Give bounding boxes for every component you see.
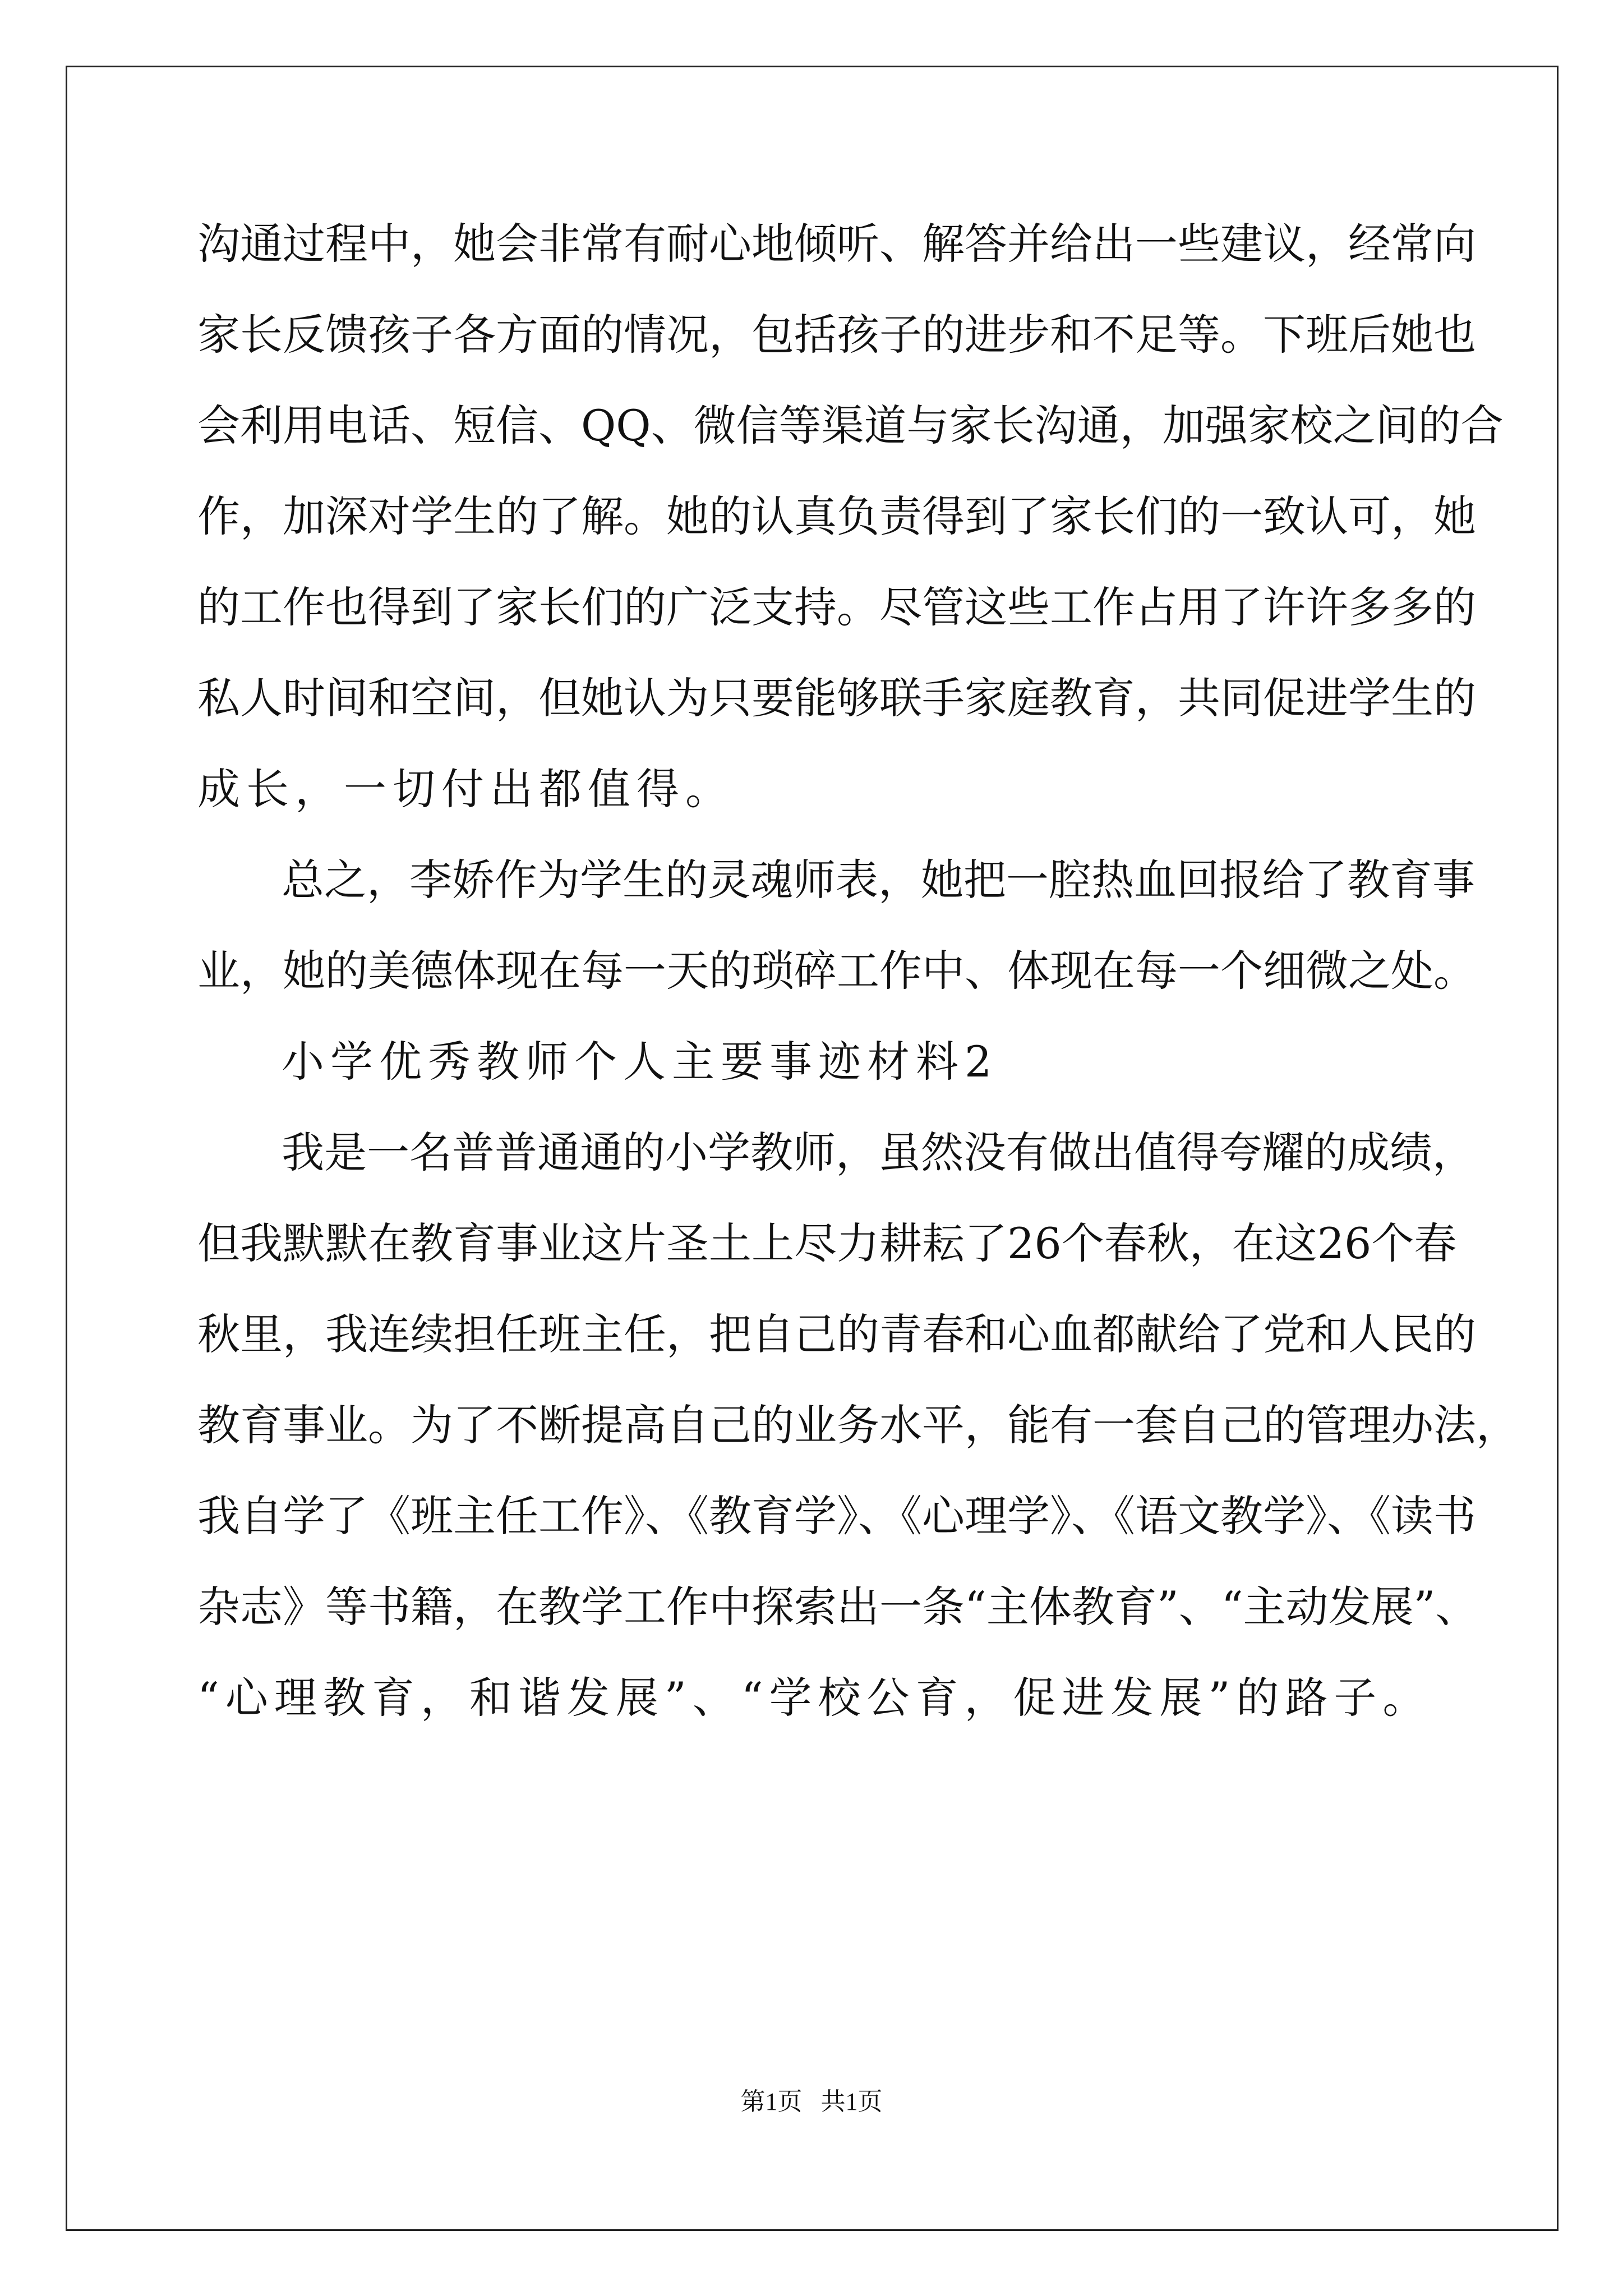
text-line: 杂志》等书籍，在教学工作中探索出一条“主体教育”、“主动发展”、	[197, 1582, 1478, 1632]
text-line: 会利用电话、短信、QQ、微信等渠道与家长沟通，加强家校之间的合	[197, 401, 1504, 450]
text-line: 作，加深对学生的了解。她的认真负责得到了家长们的一致认可，她	[197, 491, 1476, 541]
section-heading: 小学优秀教师个人主要事迹材料2	[282, 1037, 998, 1087]
text-line: 秋里，我连续担任班主任，把自己的青春和心血都献给了党和人民的	[197, 1309, 1476, 1359]
page-number: 第1页	[740, 2088, 803, 2115]
page-footer	[0, 2082, 1623, 2122]
text-line: 的工作也得到了家长们的广泛支持。尽管这些工作占用了许许多多的	[197, 582, 1476, 632]
paragraph-start-line: 总之，李娇作为学生的灵魂师表，她把一腔热血回报给了教育事	[282, 855, 1475, 905]
text-line: 但我默默在教育事业这片圣土上尽力耕耘了26个春秋，在这26个春	[197, 1218, 1457, 1268]
text-line: 成长，一切付出都值得。	[197, 764, 734, 814]
text-line: 我自学了《班主任工作》、《教育学》、《心理学》、《语文教学》、《读书	[197, 1491, 1476, 1541]
text-line: “心理教育，和谐发展”、“学校公育，促进发展”的路子。	[197, 1673, 1432, 1723]
text-line: 沟通过程中，她会非常有耐心地倾听、解答并给出一些建议，经常向	[197, 219, 1476, 269]
text-line: 家长反馈孩子各方面的情况，包括孩子的进步和不足等。下班后她也	[197, 310, 1476, 360]
text-line: 私人时间和空间，但她认为只要能够联手家庭教育，共同促进学生的	[197, 673, 1476, 723]
text-line: 教育事业。为了不断提高自己的业务水平，能有一套自己的管理办法，	[197, 1400, 1519, 1450]
text-line: 业，她的美德体现在每一天的琐碎工作中、体现在每一个细微之处。	[197, 946, 1476, 996]
paragraph-start-line: 我是一名普普通通的小学教师，虽然没有做出值得夸耀的成绩，	[282, 1128, 1475, 1177]
page-total: 共1页	[820, 2088, 883, 2115]
